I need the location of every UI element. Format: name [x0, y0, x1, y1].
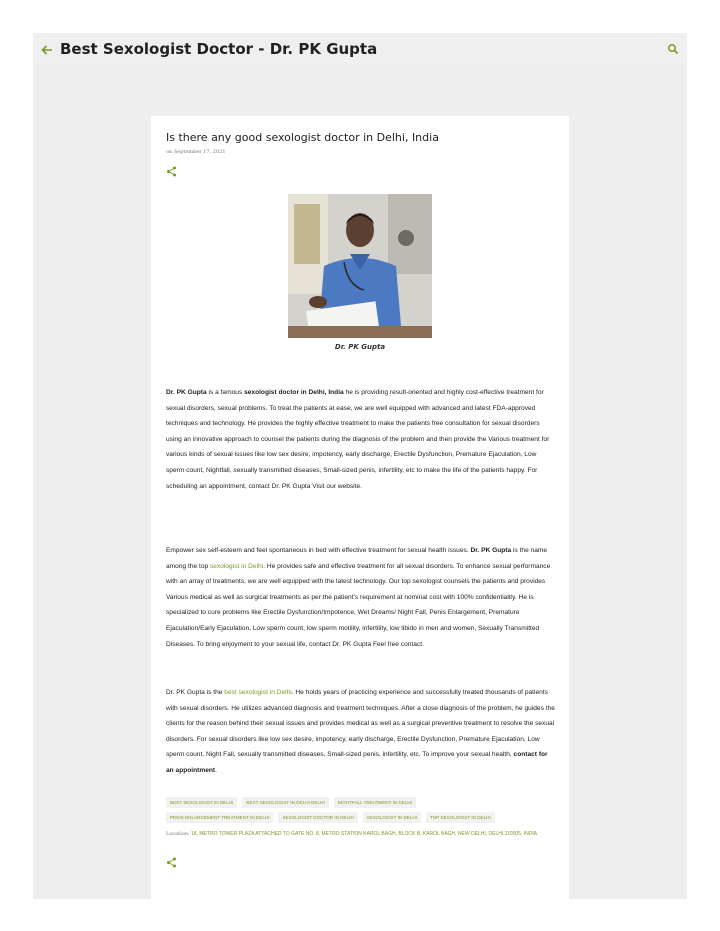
post-labels — [166, 797, 556, 827]
label-chip[interactable]: TOP SEXOLOGIST IN DELHI — [426, 812, 495, 823]
post-title: Is there any good sexologist doctor in Delhi, India — [166, 131, 439, 144]
bold-text: contact for an appointment — [166, 751, 548, 774]
doctor-photo — [288, 194, 432, 338]
paragraph-1 — [166, 385, 556, 494]
share-icon[interactable] — [166, 857, 177, 868]
share-icon[interactable] — [166, 166, 177, 177]
label-chip[interactable]: BEST SEXOLOGIST IN DELHI — [166, 797, 237, 808]
label-chip[interactable]: SEXOLOGIST DOCTOR IN DELHI — [278, 812, 357, 823]
text: he is providing result-oriented and highly cost-effective treatment for sexual disorders, sexual problems. To treat the patients at ease, we are well equipped with advanced and latest FDA-approved techniques and technology. He provides the highly effective treatment to make the patients free consultation for sexual disorders using an innovative approach to counsel the patients during the diagnosis of the problem and then provide the Various treatment for various kinds of sexual issues like low sex desire, impotency, early discharge, Erectile Dysfunction, Premature Ejaculation, Low sperm count, Nightfall, sexually transmitted diseases, Small-sized penis, infertility, etc to make the life of the patients happy. For scheduling an appointment, contact Dr. PK Gupta Visit our website. — [166, 389, 550, 490]
text: Dr. PK Gupta is the — [166, 689, 225, 696]
bold-text: sexologist doctor in Delhi, India — [244, 389, 344, 396]
text: . — [215, 766, 217, 774]
text: Empower sex self-esteem and feel spontaneous in bed with effective treatment for sexual health issues. — [166, 547, 471, 554]
sexologist-in-delhi-link[interactable]: sexologist in Delhi — [210, 562, 264, 570]
text: . He provides safe and effective treatment for all sexual disorders. To enhance sexual performance with an array of treatments, we are well equipped with the latest technology. Our top sexologist counsels the patients and provides Various medical as well as surgical treatments as per the patient’s requirement at nominal cost with 100% confidentiality. He is specialized to cure problems like Erectile Dysfunction/Impotence, Wet Dreams/ Night Fall, Penis Enlargement, Premature Ejaculation/Early Ejaculation, Low sperm count, low sperm motility, infertility, low libido in men and women, Sexually Transmitted Diseases. To bring enjoyment to your sexual life, contact Dr. PK Gupta Feel free contact. — [166, 562, 551, 648]
post-date: on September 17, 2021 — [166, 149, 226, 155]
search-icon[interactable] — [667, 43, 679, 55]
paragraph-3 — [166, 685, 556, 779]
image-caption: Dr. PK Gupta — [334, 343, 386, 351]
bold-text: Dr. PK Gupta — [470, 547, 512, 554]
blog-title[interactable]: Best Sexologist Doctor - Dr. PK Gupta — [60, 40, 378, 58]
label-chip[interactable]: SEXOLOGIST IN DELHI — [363, 812, 421, 823]
paragraph-2 — [166, 543, 556, 652]
location-label: Location: — [166, 831, 190, 837]
text: is a famous — [206, 389, 245, 396]
text: is the name among the top — [166, 547, 548, 570]
post-location — [166, 829, 556, 839]
location-link[interactable]: 18, METRO TOWER PLAZA ATTACHED TO GATE NO. 8, METRO STATION KAROL BAGH, BLOCK B, KAROL BAGH, NEW DELHI, DELHI 110005, INDIA — [191, 831, 538, 837]
label-chip[interactable]: PENIS ENLARGEMENT TREATMENT IN DELHI — [166, 812, 273, 823]
text: . He holds years of practicing experience and successfully treated thousands of patients with sexual disorders. He utilizes advanced diagnosis and treatment techniques. After a close diagnosis of the problem, he guides the clients for the reason behind their sexual issues and provides medical as well as a surgical preventive treatment to resolve the sexual disorders. For sexual disorders like low sex desire, impotency, early discharge, Erectile Dysfunction, Premature Ejaculation, Low sperm count, Night Fall, sexually transmitted diseases, Small-sized penis, infertility, etc. To improve your sexual health, — [166, 689, 555, 759]
label-chip[interactable]: BEST SEXOLOGIST IN DELHI DELHI — [242, 797, 328, 808]
arrow-left-icon[interactable] — [40, 43, 54, 57]
bold-text: Dr. PK Gupta — [166, 389, 207, 396]
label-chip[interactable]: NIGHTFALL TREATMENT IN DELHI — [334, 797, 416, 808]
best-sexologist-link[interactable]: best sexologist in Delhi — [224, 689, 292, 696]
